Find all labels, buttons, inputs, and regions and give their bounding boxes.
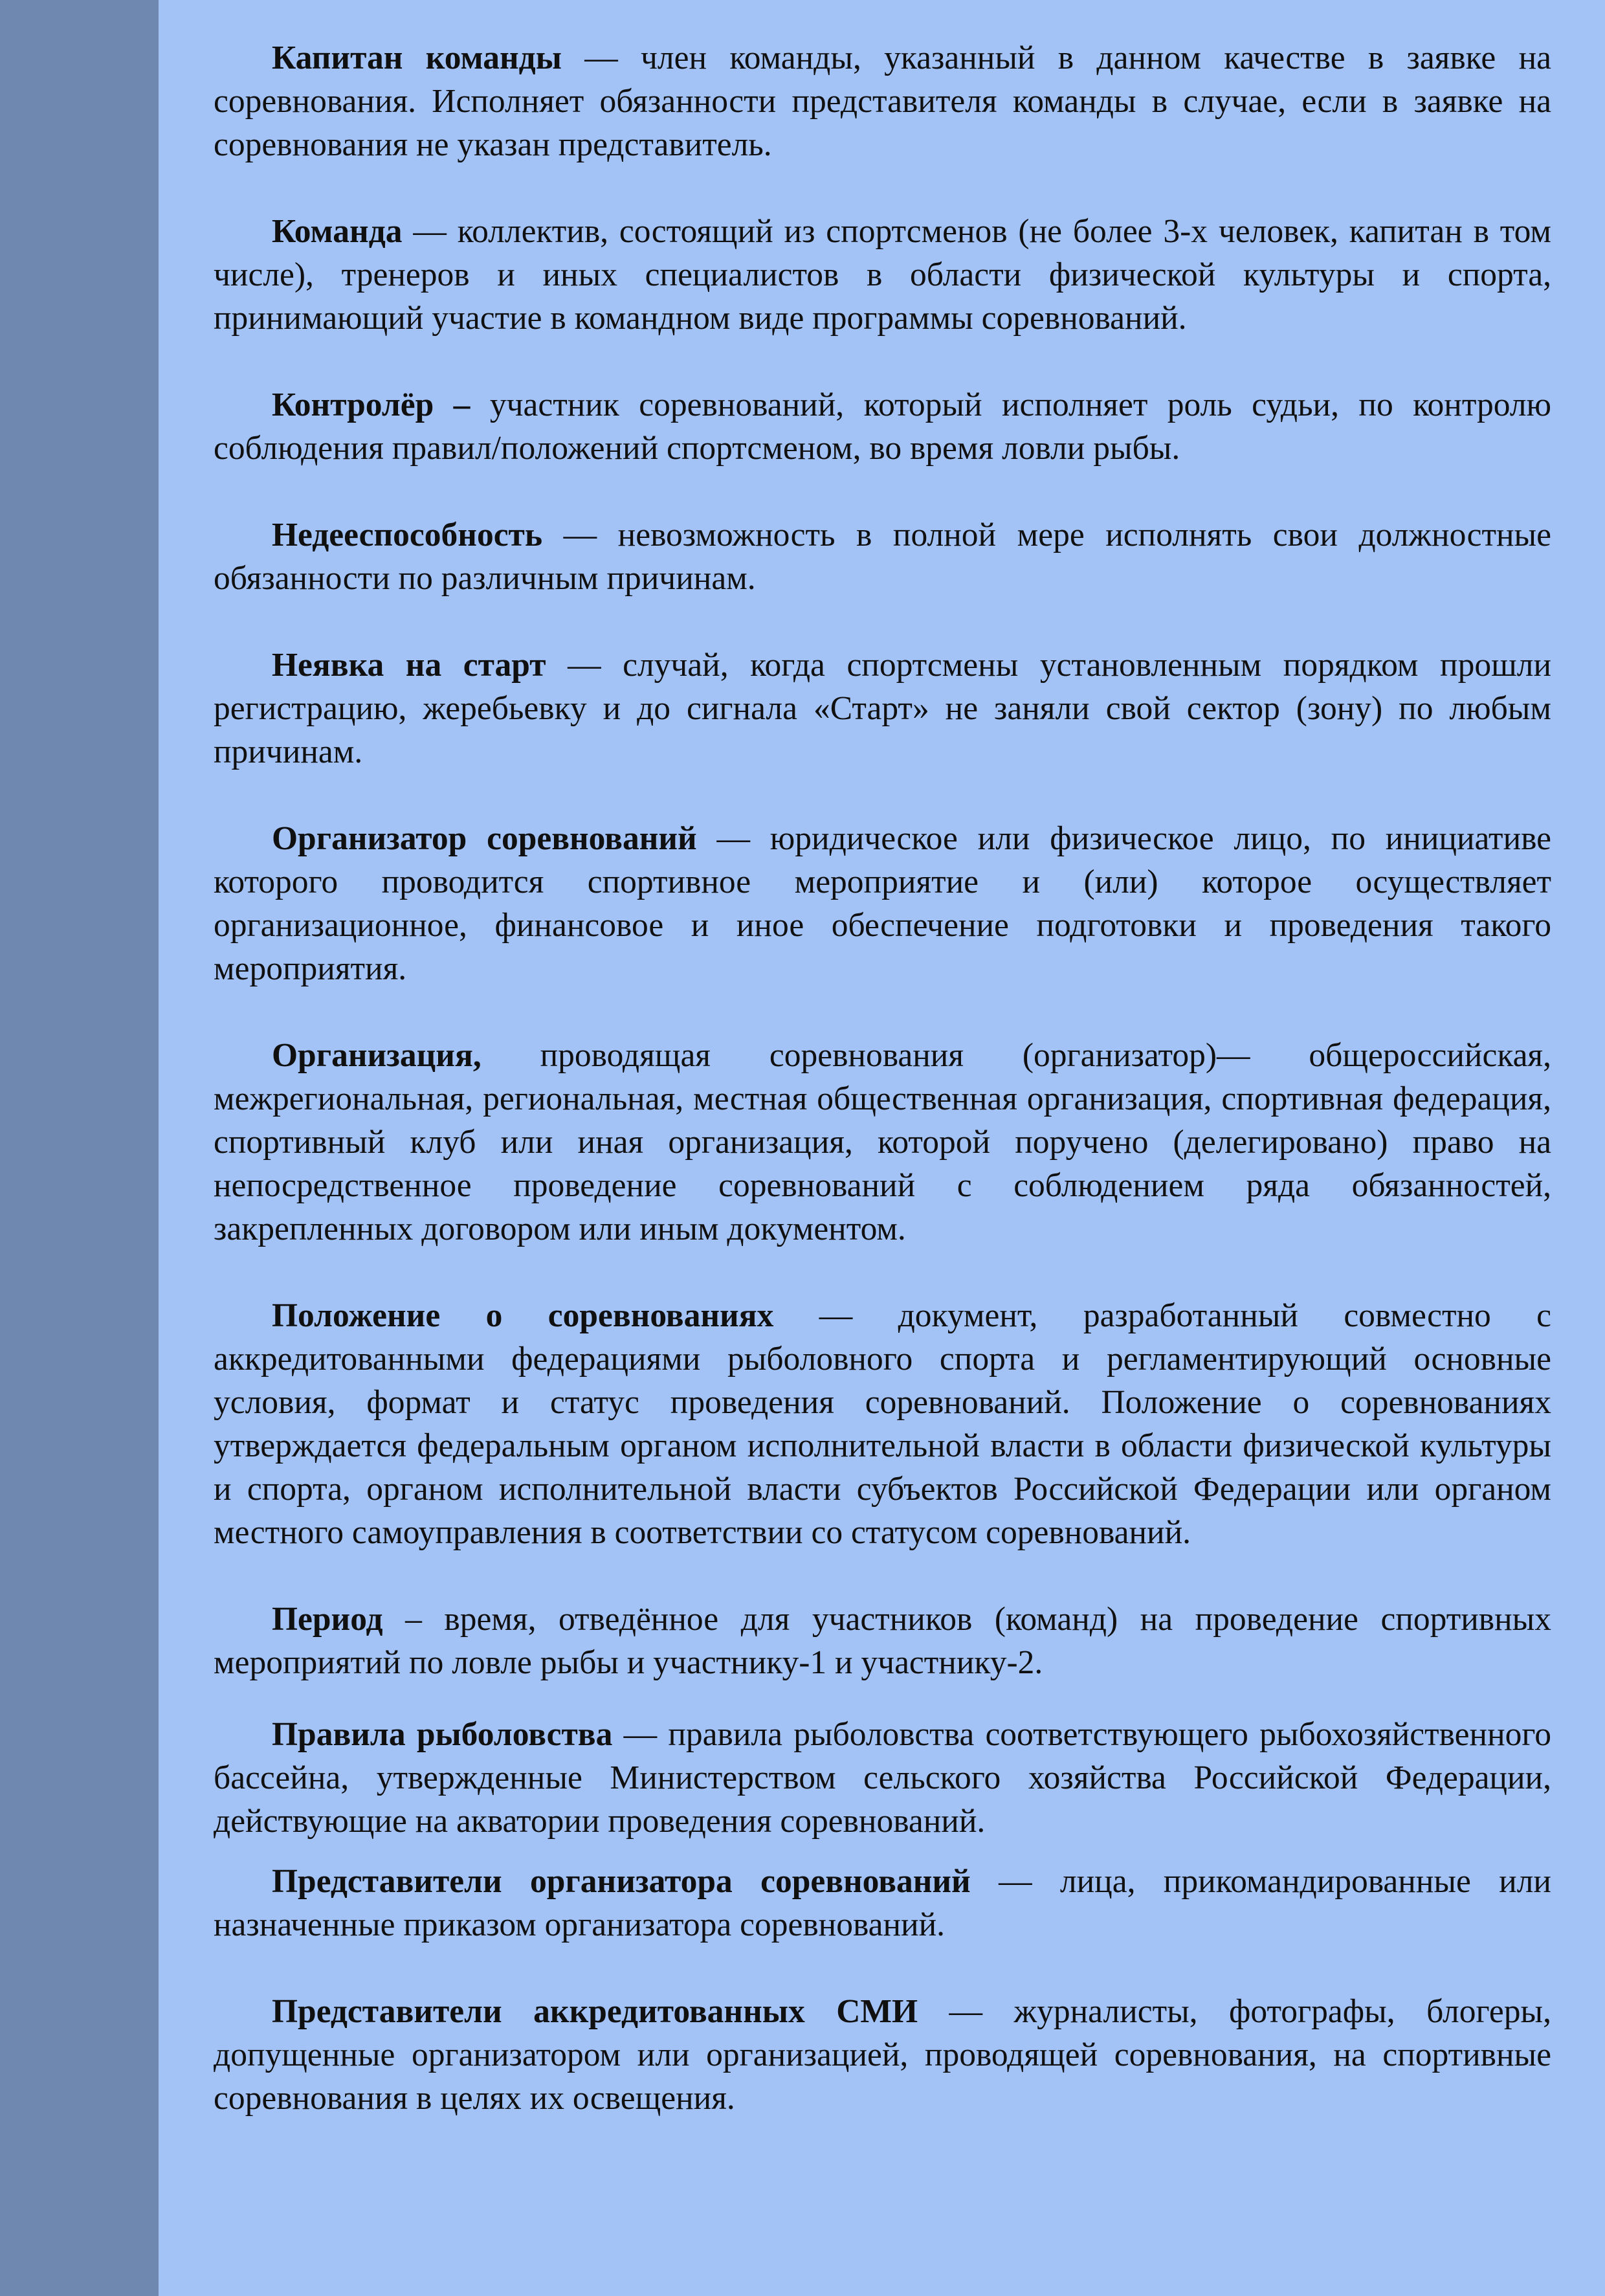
definition: — член команды, указанный в данном качестве в заявке на соревнования. Исполняет обязанности представителя команды в случае, если в заявке на соревнования не указан представитель. [214, 39, 1551, 163]
term: Представители организатора соревнований [272, 1863, 971, 1900]
term: Недееспособность [272, 517, 543, 553]
glossary-entry-controller [214, 383, 1551, 470]
definition: — юридическое или физическое лицо, по инициативе которого проводится спортивное мероприятие и (или) которое осуществляет организационное, финансовое и иное обеспечение подготовки и проведения такого мероприятия. [214, 820, 1552, 987]
definition: — правила рыболовства соответствующего рыбохозяйственного бассейна, утвержденные Министерством сельского хозяйства Российской Федерации, действующие на акватории проведения соревнований. [214, 1716, 1551, 1840]
side-band [0, 0, 159, 2296]
definition: — невозможность в полной мере исполнять свои должностные обязанности по различным причинам. [214, 517, 1551, 597]
definition: — документ, разработанный совместно с аккредитованными федерациями рыболовного спорта и регламентирующий основные условия, формат и статус проведения соревнований. Положение о соревнованиях утверждается федеральным органом исполнительной власти в области физической культуры и спорта, органом исполнительной власти субъектов Российской Федерации или органом местного самоуправления в соответствии со статусом соревнований. [214, 1297, 1552, 1551]
term: Контролёр – [272, 386, 470, 423]
definition: — коллектив, состоящий из спортсменов (не более 3-х человек, капитан в том числе), тренеров и иных специалистов в области физической культуры и спорта, принимающий участие в командном виде программы соревнований. [214, 213, 1551, 337]
term: Правила рыболовства [272, 1716, 613, 1753]
glossary-entry-competition-organizer [214, 817, 1551, 990]
glossary-entry-organizer-representatives [214, 1860, 1551, 1946]
definition: участник соревнований, который исполняет роль судьи, по контролю соблюдения правил/положений спортсменом, во время ловли рыбы. [214, 386, 1551, 467]
glossary [214, 36, 1551, 2120]
term: Организатор соревнований [272, 820, 697, 857]
term: Представители аккредитованных СМИ [272, 1993, 918, 2030]
glossary-entry-no-show [214, 643, 1551, 774]
definition: – время, отведённое для участников (команд) на проведение спортивных мероприятий по ловле рыбы и участнику-1 и участнику-2. [214, 1601, 1551, 1681]
term: Положение о соревнованиях [272, 1297, 774, 1334]
definition: проводящая соревнования (организатор)— общероссийская, межрегиональная, региональная, местная общественная организация, спортивная федерация, спортивный клуб или иная организация, которой поручено (делегировано) право на непосредственное проведение соревнований с соблюдением ряда обязанностей, закрепленных договором или иным документом. [214, 1037, 1551, 1247]
definition: — случай, когда спортсмены установленным порядком прошли регистрацию, жеребьевку и до сигнала «Старт» не заняли свой сектор (зону) по любым причинам. [214, 647, 1552, 770]
glossary-entry-media-representatives [214, 1990, 1551, 2120]
term: Организация, [272, 1037, 482, 1074]
glossary-entry-competition-regulations [214, 1294, 1551, 1554]
glossary-entry-team [214, 210, 1551, 340]
definition: — журналисты, фотографы, блогеры, допущенные организатором или организацией, проводящей соревнования, на спортивные соревнования в целях их освещения. [214, 1993, 1551, 2117]
glossary-entry-team-captain [214, 36, 1551, 166]
definition: — лица, прикомандированные или назначенные приказом организатора соревнований. [214, 1863, 1551, 1943]
term: Команда [272, 213, 403, 250]
glossary-entry-organization [214, 1034, 1551, 1251]
term: Капитан команды [272, 39, 562, 76]
glossary-entry-incapacity [214, 513, 1551, 600]
term: Неявка на старт [272, 647, 546, 684]
glossary-entry-fishing-rules [214, 1713, 1551, 1843]
glossary-entry-period [214, 1598, 1551, 1684]
term: Период [272, 1601, 383, 1638]
